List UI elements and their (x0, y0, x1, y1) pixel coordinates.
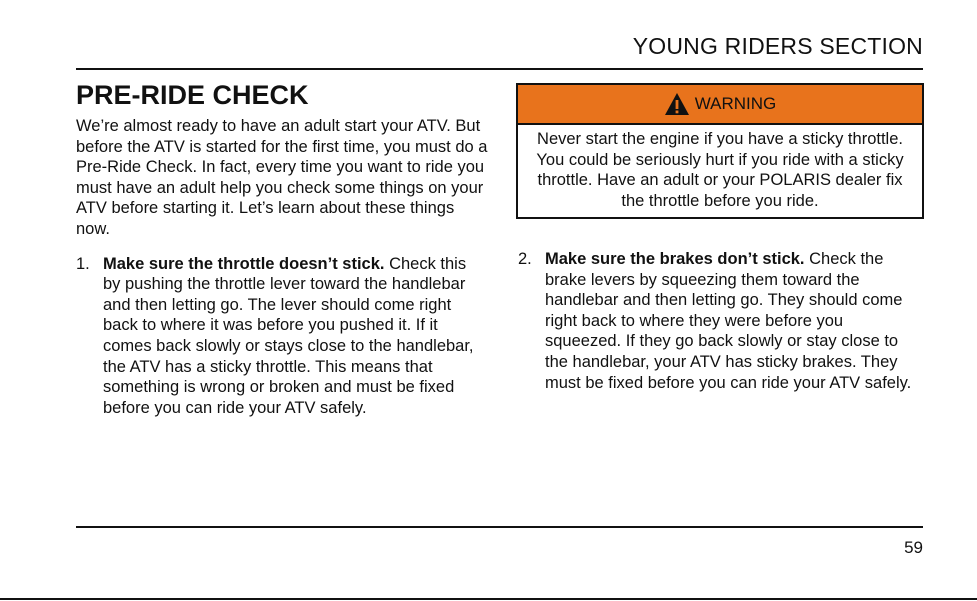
warning-text: Never start the engine if you have a sticky throttle. You could be seriously hurt if you ride with a sticky throttle. Have an adult or your POLARIS dealer fix the throttle before you ride. (536, 130, 904, 210)
intro-paragraph: We’re almost ready to have an adult start your ATV. But before the ATV is started for the first time, you must do a Pre-Ride Check. In fact, every time you want to ride you must have an adult help you check some things on your ATV before starting it. Let’s learn about these things now. (76, 117, 488, 238)
list-item-heading: Make sure the throttle doesn’t stick. (103, 254, 385, 273)
warning-triangle-icon (664, 92, 690, 116)
right-column (518, 249, 918, 393)
list-item-heading: Make sure the brakes don’t stick. (545, 250, 805, 268)
list-item (518, 249, 918, 393)
section-header: YOUNG RIDERS SECTION (632, 33, 923, 59)
left-column (76, 80, 488, 418)
list-item (76, 254, 488, 419)
warning-label: WARNING (694, 94, 777, 113)
page-number: 59 (904, 538, 923, 557)
header-divider (76, 68, 923, 70)
list-item-text: Check the brake levers by squeezing them toward the handlebar and then letting go. They should come right back to where they were before you squeezed. If they go back slowly or stay close to the handlebar, your ATV has sticky brakes. They must be fixed before you can ride your ATV safely. (545, 250, 912, 392)
footer-divider (76, 526, 923, 528)
list-item-text: Check this by pushing the throttle lever toward the handlebar and then letting go. The lever should come right back to where it was before you pushed it. If it comes back slowly or stays close to the handlebar, the ATV has a sticky throttle. This means that something is wrong or broken and must be fixed before you can ride your ATV safely. (103, 254, 474, 417)
page-title: PRE-RIDE CHECK (76, 80, 309, 110)
page-edge-rule (0, 598, 977, 600)
list-item-number: 2. (518, 250, 532, 268)
list-item-number: 1. (76, 254, 90, 273)
warning-box (516, 83, 924, 219)
warning-header (518, 85, 922, 125)
